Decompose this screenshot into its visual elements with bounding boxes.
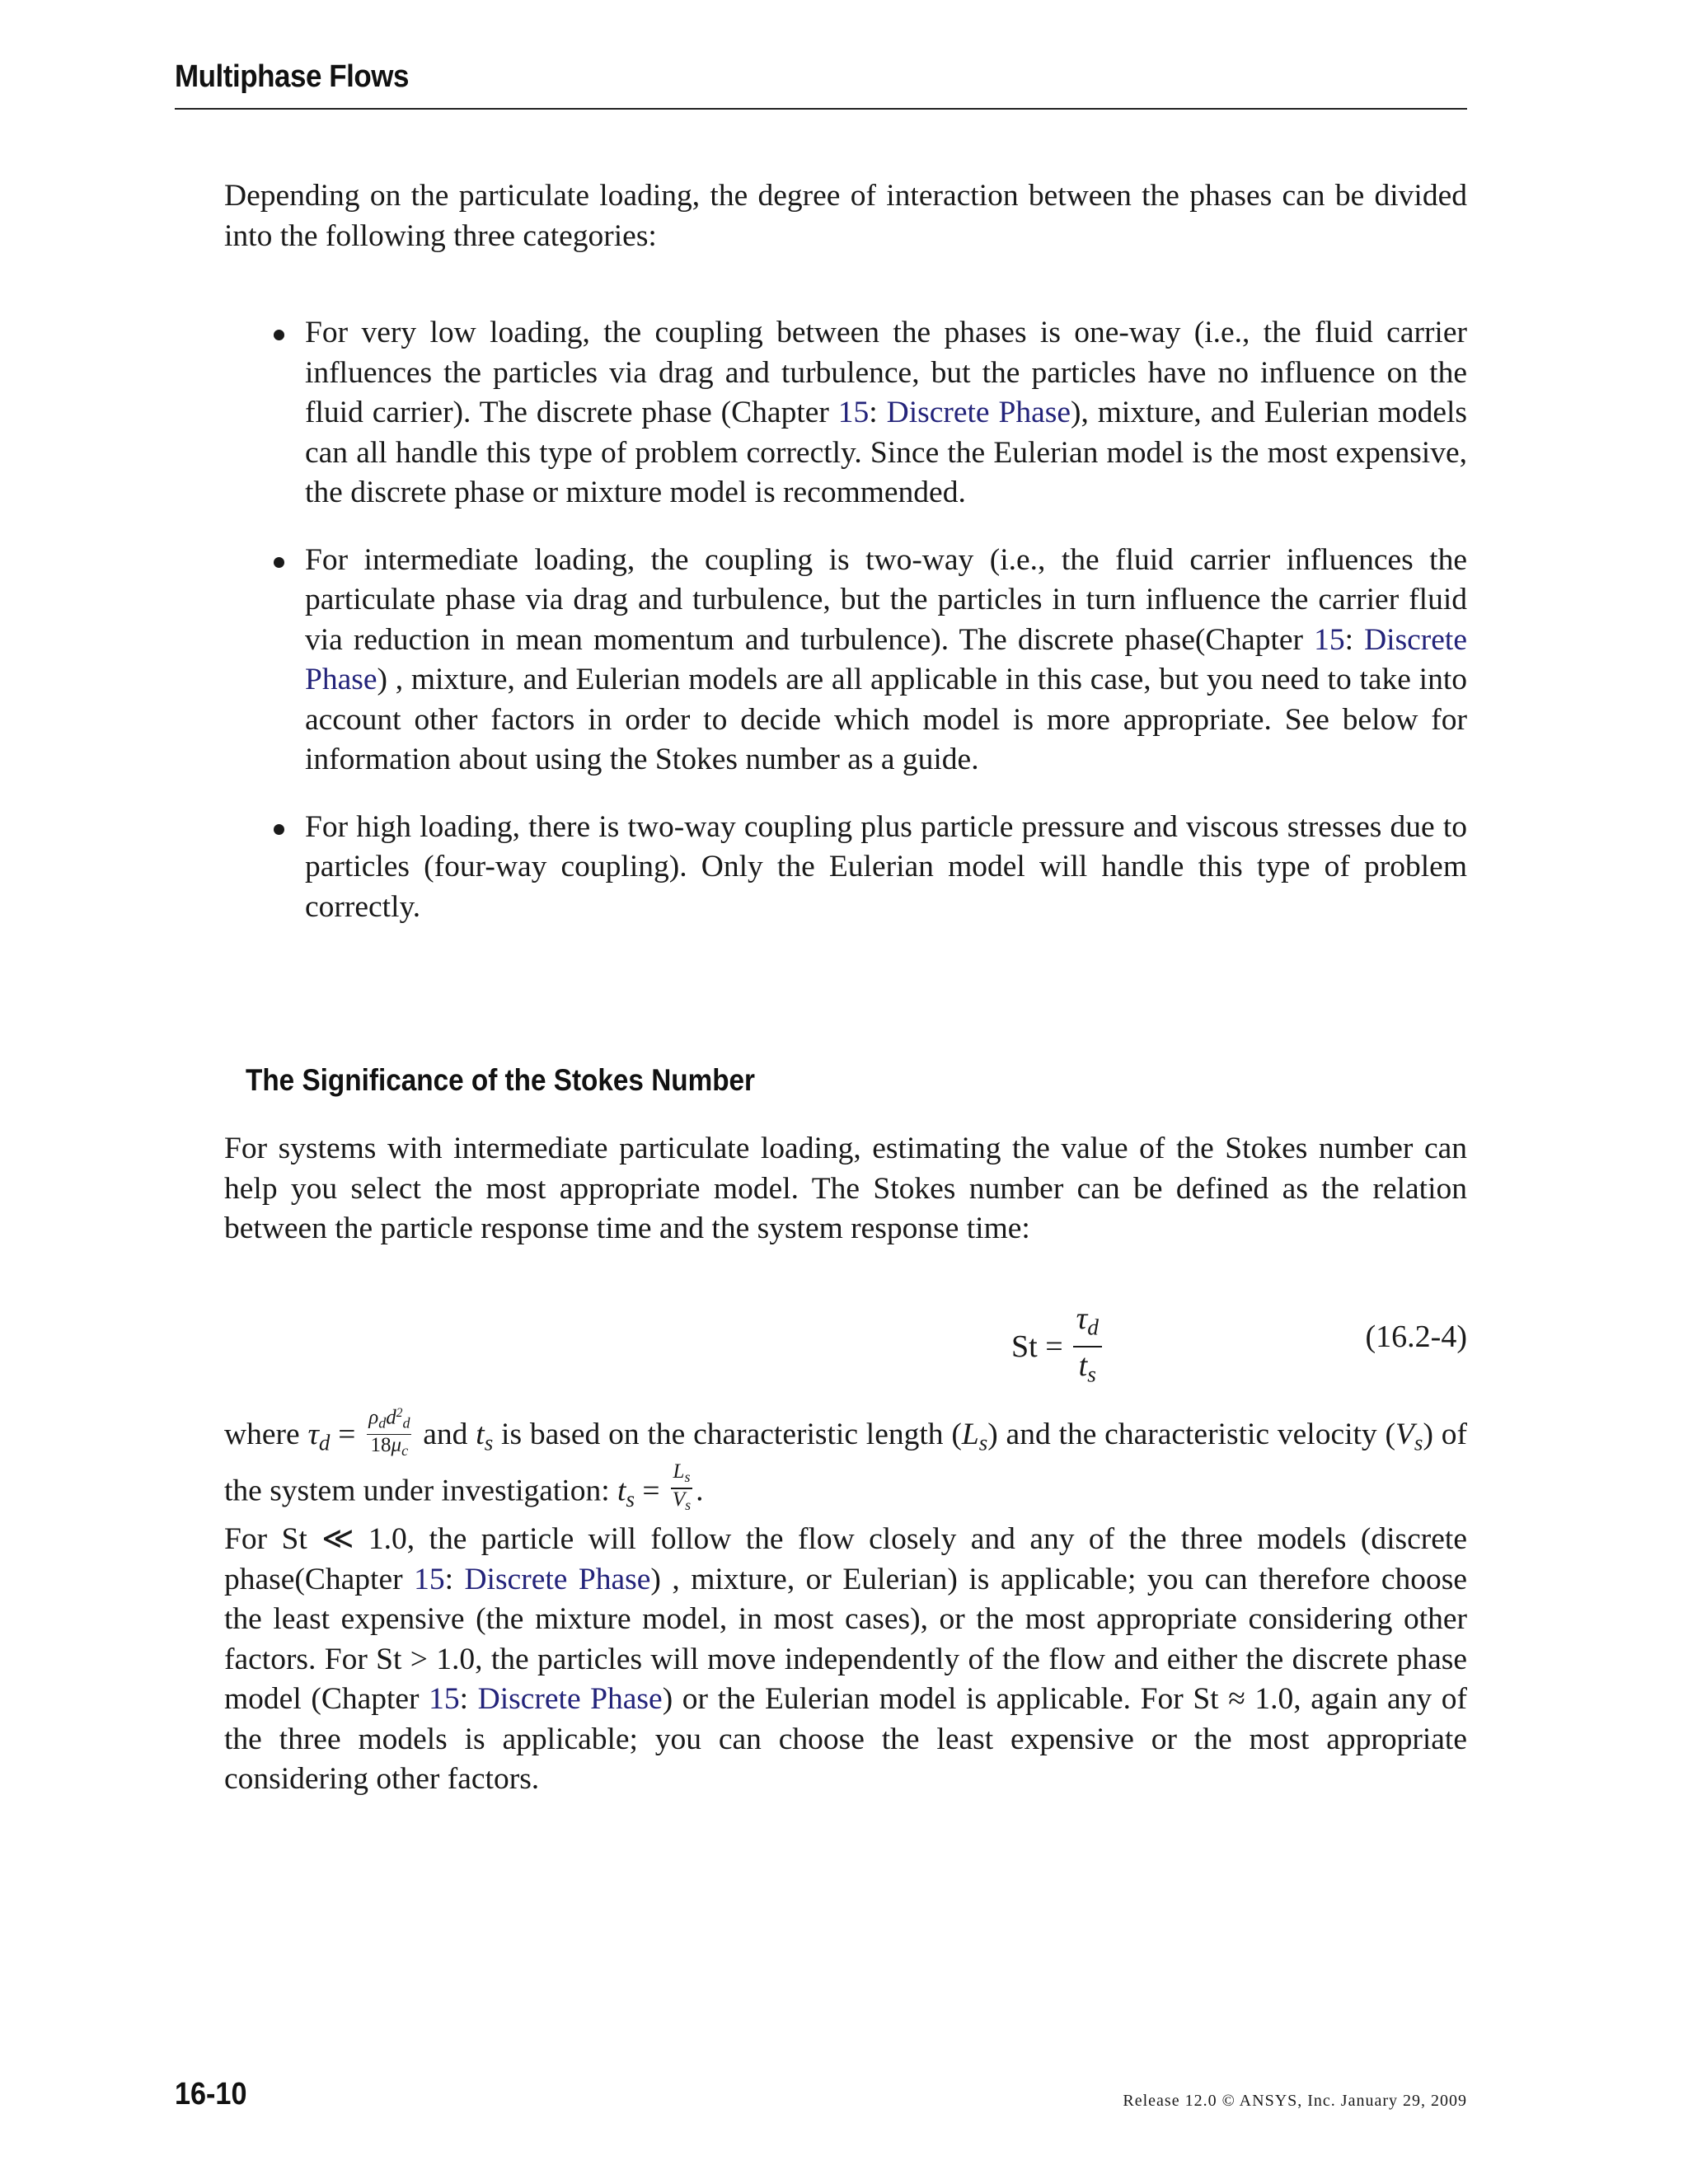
math-equals: = (634, 1474, 668, 1508)
text-run: ) of the system under investigation: (224, 1418, 1467, 1508)
math-V: V (672, 1488, 686, 1511)
discrete-phase-link[interactable]: Discrete Phase (886, 396, 1071, 429)
math-d: d (386, 1406, 396, 1429)
inline-fraction (367, 1403, 411, 1461)
equation-body (1011, 1301, 1102, 1392)
discrete-phase-link[interactable]: Discrete Phase (464, 1562, 651, 1596)
list-item (224, 541, 1467, 780)
text-run: is based on the characteristic length ( (493, 1418, 962, 1452)
bullet-icon (274, 824, 284, 835)
inline-fraction (671, 1461, 692, 1516)
math-sub: d (402, 1414, 410, 1432)
bullet-text: For intermediate loading, the coupling is two-way (i.e., the fluid carrier influences the particulate phase via drag and turbulence, but the particles in turn influence the carrier fluid via reduction in mean momentum and turbulence). The discrete phase(Chapter (305, 542, 1467, 657)
page-number: 16-10 (175, 2077, 247, 2111)
release-footer: Release 12.0 © ANSYS, Inc. January 29, 2009 (1123, 2092, 1467, 2110)
math-sub: s (685, 1496, 692, 1513)
text-run: and (415, 1418, 476, 1452)
link-separator: : (1344, 622, 1365, 657)
text-run: where (224, 1418, 308, 1452)
where-paragraph (224, 1408, 1467, 1521)
final-paragraph (224, 1520, 1467, 1800)
chapter-number-link[interactable]: 15 (429, 1682, 460, 1716)
math-L: L (961, 1418, 979, 1452)
text-run: ) or the Eulerian model is applicable. For St ≈ 1.0, again any of the three models is applicable; you can choose the least expensive or the most appropriate considering other factors. (224, 1682, 1468, 1796)
bullet-icon (274, 330, 284, 340)
math-sup: 2 (396, 1406, 403, 1420)
equation-number: (16.2-4) (1365, 1319, 1467, 1354)
math-mu: μ (391, 1434, 402, 1457)
text-run: ) and the characteristic velocity ( (987, 1418, 1395, 1452)
math-sub: s (626, 1487, 635, 1512)
equation-fraction (1073, 1301, 1102, 1392)
equation-lhs: St = (1011, 1329, 1063, 1364)
math-V: V (1395, 1418, 1414, 1452)
section-heading: The Significance of the Stokes Number (246, 1063, 756, 1097)
text-run: . (696, 1474, 704, 1508)
link-separator: : (869, 396, 887, 429)
running-header-title: Multiphase Flows (175, 59, 410, 94)
header-rule (175, 108, 1467, 110)
chapter-number-link[interactable]: 15 (414, 1562, 445, 1596)
math-sub: s (484, 1430, 494, 1455)
equation-denominator-sub: s (1087, 1361, 1096, 1387)
math-t: t (617, 1474, 626, 1508)
list-item (224, 808, 1467, 928)
math-18: 18 (370, 1434, 392, 1457)
link-separator: : (459, 1682, 478, 1716)
chapter-number-link[interactable]: 15 (837, 396, 870, 429)
stokes-equation (224, 1286, 1467, 1387)
chapter-number-link[interactable]: 15 (1314, 622, 1345, 657)
discrete-phase-link[interactable]: Discrete Phase (477, 1682, 663, 1716)
math-t: t (476, 1418, 485, 1452)
discrete-phase-link[interactable]: Discrete Phase (305, 622, 1467, 696)
stokes-intro-paragraph: For systems with intermediate particulate loading, estimating the value of the Stokes number can help you select the most appropriate model. The Stokes number can be defined as the relation between the particle response time and the system response time: (224, 1132, 1467, 1245)
equation-denominator: t (1078, 1347, 1088, 1383)
bullet-text: ) , mixture, and Eulerian models are all applicable in this case, but you need to take into account other factors in order to decide which model is more appropriate. See below for information about using the Stokes number as a guide. (305, 663, 1467, 776)
bullet-text: ), mixture, and Eulerian models can all handle this type of problem correctly. Since the Eulerian model is the most expensive, the discrete phase or mixture model is recommended. (305, 396, 1468, 509)
link-separator: : (444, 1562, 465, 1596)
math-sub: d (318, 1430, 331, 1455)
bullet-text: For very low loading, the coupling between the phases is one-way (i.e., the fluid carrier influences the particles via drag and turbulence, but the particles have no influence on the fluid carrier). The discrete phase (Chapter (305, 316, 1467, 429)
math-sub: s (978, 1430, 988, 1455)
math-sub: d (378, 1414, 387, 1432)
math-rho: ρ (368, 1406, 379, 1429)
list-item (224, 313, 1467, 513)
math-sub: s (684, 1469, 691, 1486)
math-sub: c (401, 1442, 409, 1460)
math-sub: s (1414, 1430, 1423, 1455)
equation-numerator-sub: d (1087, 1315, 1099, 1340)
text-run: ) , mixture, or Eulerian) is applicable; you can therefore choose the least expensive (the mixture model, in most cases), or the most appropriate considering other factors. For St > 1.0, the particles will move independently of the flow and either the discrete phase model (Chapter (224, 1562, 1468, 1716)
math-L: L (673, 1460, 685, 1483)
intro-paragraph: Depending on the particulate loading, the degree of interaction between the phases can be divided into the following three categories: (224, 179, 1467, 253)
math-tau: τ (307, 1418, 319, 1452)
math-equals: = (330, 1418, 364, 1452)
bullet-icon (274, 557, 284, 568)
loading-categories-list (224, 313, 1467, 954)
bullet-text: For high loading, there is two-way coupling plus particle pressure and viscous stresses due to particles (four-way coupling). Only the Eulerian model will handle this type of problem correctly. (305, 809, 1467, 924)
text-run: For St ≪ 1.0, the particle will follow the flow closely and any of the three models (discrete phase(Chapter (224, 1522, 1467, 1596)
equation-numerator: τ (1076, 1301, 1088, 1336)
